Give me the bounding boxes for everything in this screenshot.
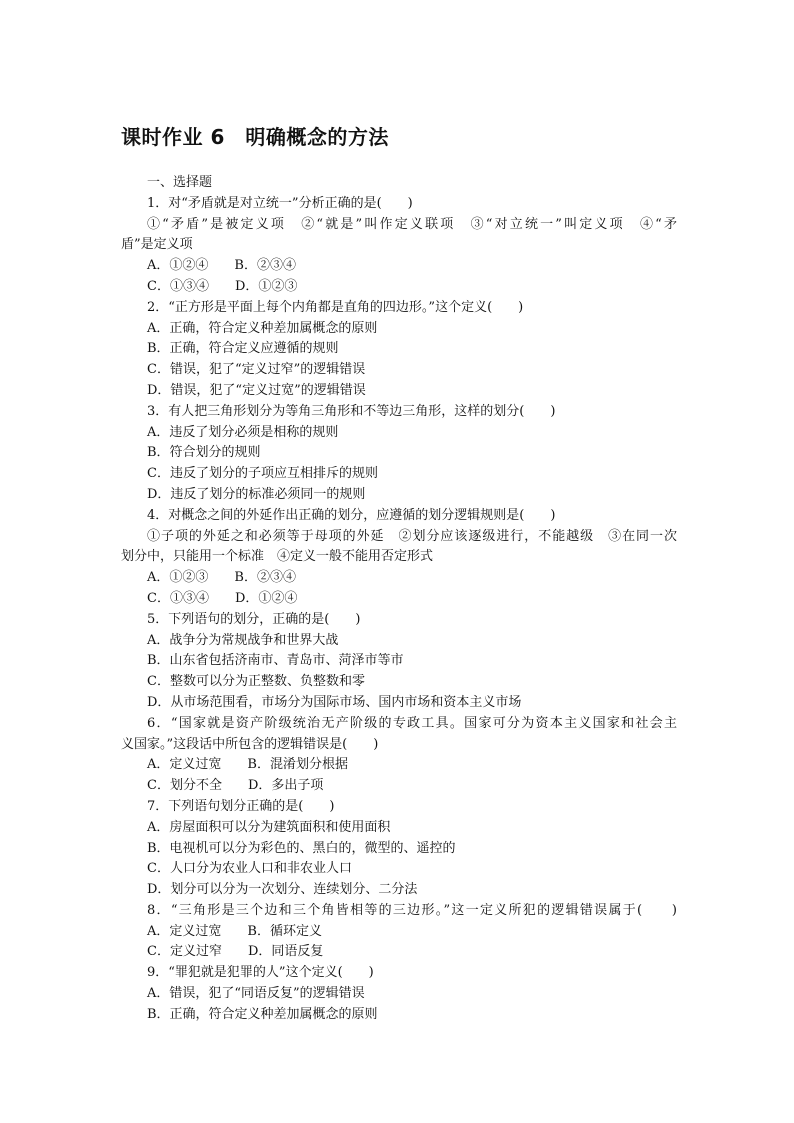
text-line: B．正确，符合定义种差加属概念的原则	[147, 1006, 378, 1022]
text-line: C．定义过窄 D．同语反复	[147, 944, 324, 960]
text-line: D．错误，犯了“定义过宽”的逻辑错误	[147, 382, 366, 398]
question-list	[121, 173, 677, 1026]
text-line: C．人口分为农业人口和非农业人口	[147, 861, 352, 877]
text-line: C．违反了划分的子项应互相排斥的规则	[147, 466, 378, 482]
text-line: 2．“正方形是平面上每个内角都是直角的四边形。”这个定义( )	[147, 299, 524, 315]
text-line: A．违反了划分必须是相称的规则	[147, 424, 339, 440]
text-line: D．违反了划分的标准必须同一的规则	[147, 486, 366, 502]
text-line: B．山东省包括济南市、青岛市、菏泽市等市	[147, 653, 404, 669]
text-line: 9．“罪犯就是犯罪的人”这个定义( )	[147, 965, 374, 981]
text-line: A．房屋面积可以分为建筑面积和使用面积	[147, 819, 391, 835]
text-line: B．符合划分的规则	[147, 445, 261, 461]
text-line: A．错误，犯了“同语反复”的逻辑错误	[147, 986, 365, 1002]
text-line: 1．对“矛盾就是对立统一”分析正确的是( )	[147, 195, 413, 211]
text-line: A．定义过宽 B．混淆划分根据	[147, 757, 348, 773]
text-line: B．电视机可以分为彩色的、黑白的，微型的、遥控的	[147, 840, 456, 856]
text-line: 盾”是定义项	[121, 237, 193, 253]
text-line: D．从市场范围看，市场分为国际市场、国内市场和资本主义市场	[147, 694, 522, 710]
text-line: C．划分不全 D．多出子项	[147, 778, 324, 794]
text-line: C．错误，犯了“定义过窄”的逻辑错误	[147, 362, 366, 378]
text-line: C．①③④ D．①②③	[147, 278, 298, 294]
text-line: 8．“三角形是三个边和三个角皆相等的三边形。”这一定义所犯的逻辑错误属于( )	[147, 902, 677, 918]
text-line: 义国家。”这段话中所包含的逻辑错误是( )	[121, 736, 379, 752]
text-line: A．①②④ B．②③④	[147, 258, 296, 274]
text-line: D．划分可以分为一次划分、连续划分、二分法	[147, 882, 418, 898]
text-line: 6．“国家就是资产阶级统治无产阶级的专政工具。国家可分为资本主义国家和社会主	[147, 715, 677, 731]
text-line: 5．下列语句的划分，正确的是( )	[147, 611, 361, 627]
text-line: 4．对概念之间的外延作出正确的划分，应遵循的划分逻辑规则是( )	[147, 507, 556, 523]
text-line: C．①③④ D．①②④	[147, 590, 298, 606]
text-line: A．定义过宽 B．循环定义	[147, 923, 322, 939]
text-line: 划分中，只能用一个标准 ④定义一般不能用否定形式	[121, 549, 434, 565]
text-line: B．正确，符合定义应遵循的规则	[147, 341, 339, 357]
text-line: A．正确，符合定义种差加属概念的原则	[147, 320, 378, 336]
text-line: C．整数可以分为正整数、负整数和零	[147, 674, 365, 690]
text-line: A．战争分为常规战争和世界大战	[147, 632, 339, 648]
text-line: 一、选择题	[147, 175, 213, 190]
text-line: 7．下列语句划分正确的是( )	[147, 798, 335, 814]
text-line: ①“矛盾”是被定义项 ②“就是”叫作定义联项 ③“对立统一”叫定义项 ④“矛	[147, 216, 677, 232]
page-title: 课时作业 6 明确概念的方法	[121, 125, 389, 149]
text-line: ①子项的外延之和必须等于母项的外延 ②划分应该逐级进行，不能越级 ③在同一次	[147, 528, 677, 544]
text-line: A．①②③ B．②③④	[147, 570, 296, 586]
text-line: 3．有人把三角形划分为等角三角形和不等边三角形，这样的划分( )	[147, 403, 556, 419]
